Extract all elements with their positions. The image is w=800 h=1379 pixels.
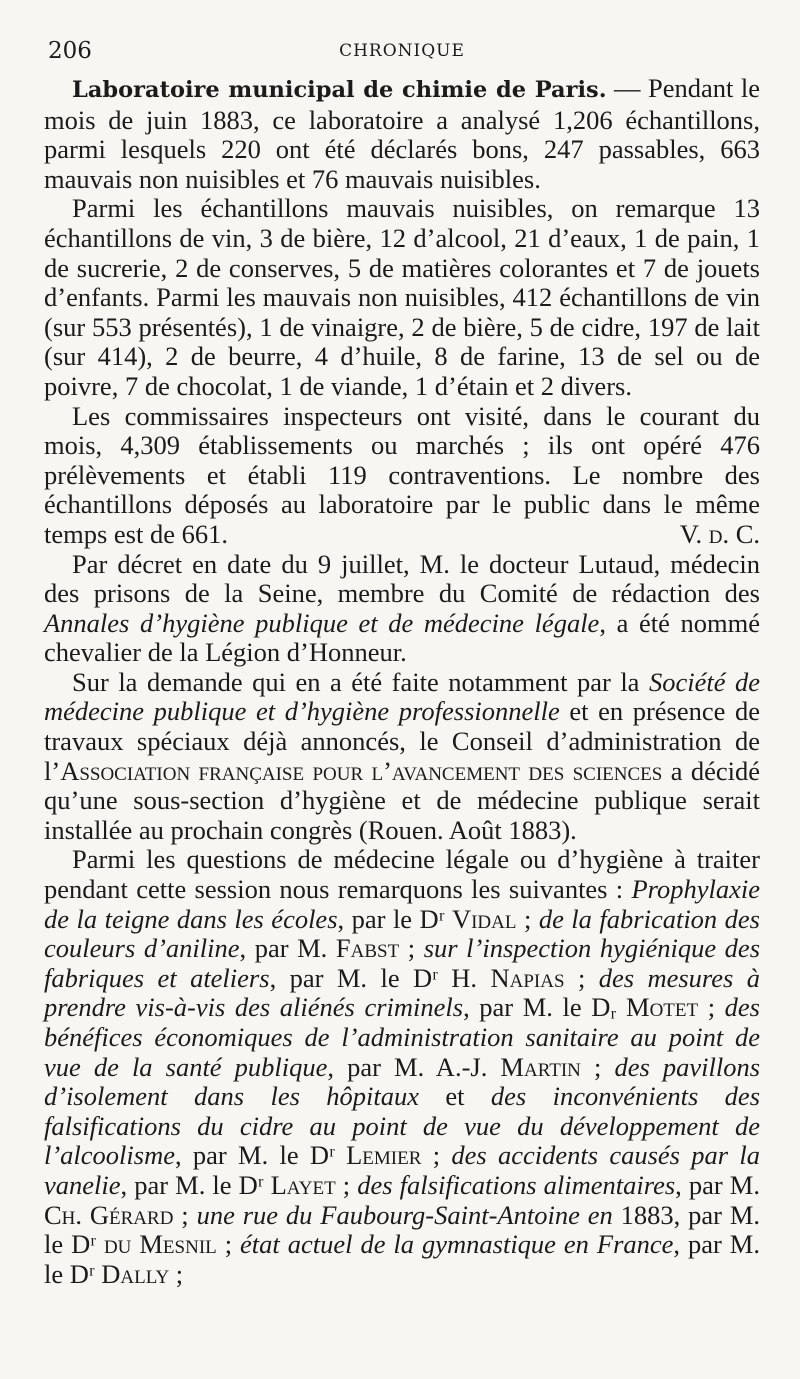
page-number: 206 xyxy=(48,38,92,64)
paragraph-decret: Par décret en date du 9 juillet, M. le docteur Lutaud, médecin des prisons de la Seine, membre du Comité de rédaction des Annales d’hygiène publique et de médecine légale, a été nommé chevalier de la Légion d’Honneur. xyxy=(44,548,760,668)
paragraph-demande: Sur la demande qui en a été faite notamment par la Société de médecine publique et d’hygiène professionnelle et en présence de travaux spéciaux déjà annoncés, le Conseil d’administration de l’Association française pour l’avancement des sciences a décidé qu’une sous-section d’hygiène et de médecine publique serait installée au prochain congrès (Rouen. Août 1883). xyxy=(44,666,760,845)
paragraph-laboratoire: Laboratoire municipal de chimie de Paris. — Pendant le mois de juin 1883, ce laboratoire a analysé 1,206 échantillons, parmi lesquels 220 ont été déclarés bons, 247 passables, 663 mauvais non nuisibles et 76 mauvais nuisibles. xyxy=(44,73,761,194)
body-text xyxy=(44,74,760,1289)
running-head xyxy=(44,30,760,70)
paragraph-echantillons: Parmi les échantillons mauvais nuisibles, on remarque 13 échantillons de vin, 3 de bière, 12 d’alcool, 21 d’eaux, 1 de pain, 1 de sucrerie, 2 de conserves, 5 de matières colorantes et 7 de jouets d’enfants. Parmi les mauvais non nuisibles, 412 échantillons de vin (sur 553 présentés), 1 de vinaigre, 2 de bière, 5 de cidre, 197 de lait (sur 414), 2 de beurre, 4 d’huile, 8 de farine, 13 de sel ou de poivre, 7 de chocolat, 1 de viande, 1 d’étain et 2 divers. xyxy=(44,193,760,401)
paragraph-commissaires: Les commissaires inspecteurs ont visité, dans le courant du mois, 4,309 établissements ou marchés ; ils ont opéré 476 prélèvements et établi 119 contraventions. Le nombre des échantillons déposés au laboratoire par le public dans le même temps est de 661. V. d. C. xyxy=(44,400,760,549)
running-title: CHRONIQUE xyxy=(339,41,465,61)
section-heading: Laboratoire municipal de chimie de Paris. xyxy=(72,77,607,103)
paragraph-questions: Parmi les questions de médecine légale ou d’hygiène à traiter pendant cette session nous remarquons les suivantes : Prophylaxie de la teigne dans les écoles, par le Dʳ Vidal ; de la fabrication des couleurs d’aniline, par M. Fabst ; sur l’inspection hygiénique des fabriques et ateliers, par M. le Dʳ H. Napias ; des mesures à prendre vis-à-vis des aliénés criminels, par M. le Dᵣ Motet ; des bénéfices économiques de l’administration sanitaire au point de vue de la santé publique, par M. A.-J. Martin ; des pavillons d’isolement dans les hôpitaux et des inconvénients des falsifications du cidre au point de vue du développement de l’alcoolisme, par M. le Dʳ Lemier ; des accidents causés par la vanelie, par M. le Dʳ Layet ; des falsifications alimentaires, par M. Ch. Gérard ; une rue du Faubourg-Saint-Antoine en 1883, par M. le Dʳ du Mesnil ; état actuel de la gymnastique en France, par M. le Dʳ Dally ; xyxy=(44,844,761,1289)
signature: V. d. C. xyxy=(679,518,760,549)
